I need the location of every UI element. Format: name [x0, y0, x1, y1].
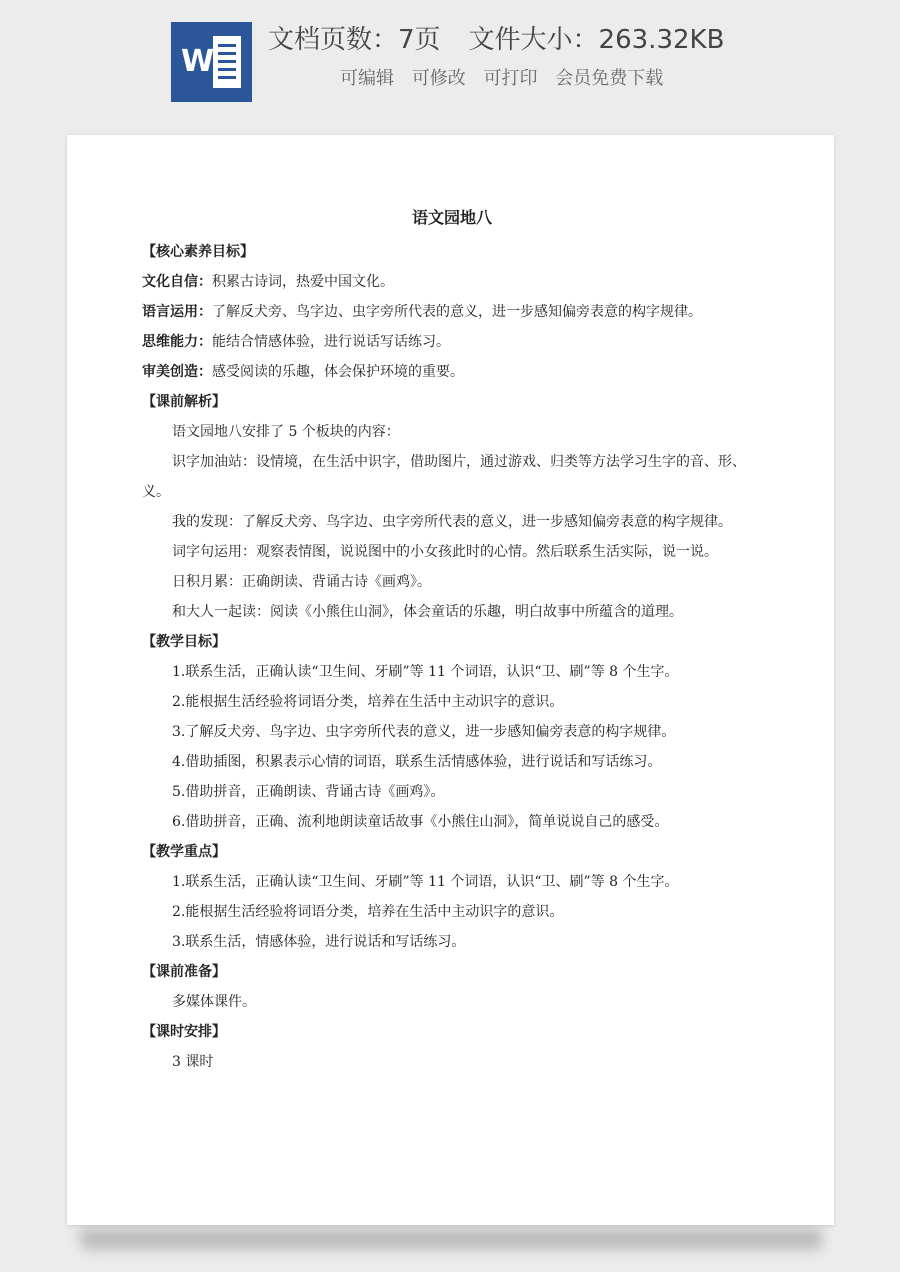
word-document-icon [171, 22, 252, 102]
teaching-goal-item: 4.借助插图，积累表示心情的词语，联系生活情感体验，进行说话和写话练习。 [172, 754, 662, 770]
feature-list [340, 66, 675, 92]
feature-member-download: 会员免费下载 [555, 68, 664, 89]
teaching-goal-item: 2.能根据生活经验将词语分类，培养在生活中主动识字的意识。 [172, 694, 564, 710]
key-point-item: 3.联系生活，情感体验，进行说话和写话练习。 [172, 934, 466, 950]
page-count: 文档页数：7页 [268, 25, 441, 55]
preparation-text: 多媒体课件。 [172, 994, 256, 1010]
analysis-paragraph: 语文园地八安排了 5 个板块的内容： [172, 424, 400, 440]
section-heading-schedule: 【课时安排】 [142, 1024, 226, 1040]
section-heading-analysis: 【课前解析】 [142, 394, 226, 410]
analysis-paragraph: 日积月累：正确朗读、背诵古诗《画鸡》。 [172, 574, 431, 590]
section-heading-core-goals: 【核心素养目标】 [142, 244, 254, 260]
feature-printable: 可打印 [483, 68, 538, 89]
core-goal-text: 积累古诗词，热爱中国文化。 [212, 274, 394, 290]
core-goal-item [142, 267, 762, 297]
document-body [142, 201, 762, 1077]
core-goal-text: 能结合情感体验，进行说话写话练习。 [212, 334, 450, 350]
core-goal-item [142, 297, 762, 327]
core-goal-label: 文化自信： [142, 274, 212, 290]
analysis-paragraph: 和大人一起读：阅读《小熊住山洞》，体会童话的乐趣，明白故事中所蕴含的道理。 [172, 604, 683, 620]
teaching-goal-item: 1.联系生活，正确认读“卫生间、牙刷”等 11 个词语，认识“卫、刷”等 8 个生字。 [172, 664, 679, 680]
section-heading-teaching-goals: 【教学目标】 [142, 634, 226, 650]
file-info [268, 22, 724, 58]
teaching-goal-item: 6.借助拼音，正确、流利地朗读童话故事《小熊住山洞》，简单说说自己的感受。 [172, 814, 669, 830]
core-goal-item [142, 327, 762, 357]
analysis-paragraph: 识字加油站：设情境，在生活中识字，借助图片，通过游戏、归类等方法学习生字的音、形、义。 [142, 454, 746, 500]
schedule-text: 3 课时 [172, 1054, 214, 1070]
feature-editable: 可编辑 [340, 68, 394, 89]
core-goal-label: 思维能力： [142, 334, 212, 350]
core-goal-label: 语言运用： [142, 304, 212, 320]
core-goal-text: 感受阅读的乐趣，体会保护环境的重要。 [212, 364, 464, 380]
document-title: 语文园地八 [411, 208, 492, 227]
analysis-paragraph: 词字句运用：观察表情图，说说图中的小女孩此时的心情。然后联系生活实际，说一说。 [172, 544, 718, 560]
file-size: 文件大小：263.32KB [468, 25, 725, 55]
core-goal-text: 了解反犬旁、鸟字边、虫字旁所代表的意义，进一步感知偏旁表意的构字规律。 [212, 304, 702, 320]
core-goal-label: 审美创造： [142, 364, 212, 380]
download-banner [0, 0, 900, 118]
key-point-item: 2.能根据生活经验将词语分类，培养在生活中主动识字的意识。 [172, 904, 564, 920]
feature-modifiable: 可修改 [411, 68, 466, 89]
page-shadow [80, 1228, 822, 1250]
teaching-goal-item: 3.了解反犬旁、鸟字边、虫字旁所代表的意义，进一步感知偏旁表意的构字规律。 [172, 724, 676, 740]
document-page [67, 135, 834, 1225]
section-heading-preparation: 【课前准备】 [142, 964, 226, 980]
key-point-item: 1.联系生活，正确认读“卫生间、牙刷”等 11 个词语，认识“卫、刷”等 8 个生字。 [172, 874, 679, 890]
teaching-goal-item: 5.借助拼音，正确朗读、背诵古诗《画鸡》。 [172, 784, 445, 800]
analysis-paragraph: 我的发现：了解反犬旁、鸟字边、虫字旁所代表的意义，进一步感知偏旁表意的构字规律。 [172, 514, 732, 530]
word-letter: W [181, 44, 215, 79]
section-heading-key-points: 【教学重点】 [142, 844, 226, 860]
core-goal-item [142, 357, 762, 387]
